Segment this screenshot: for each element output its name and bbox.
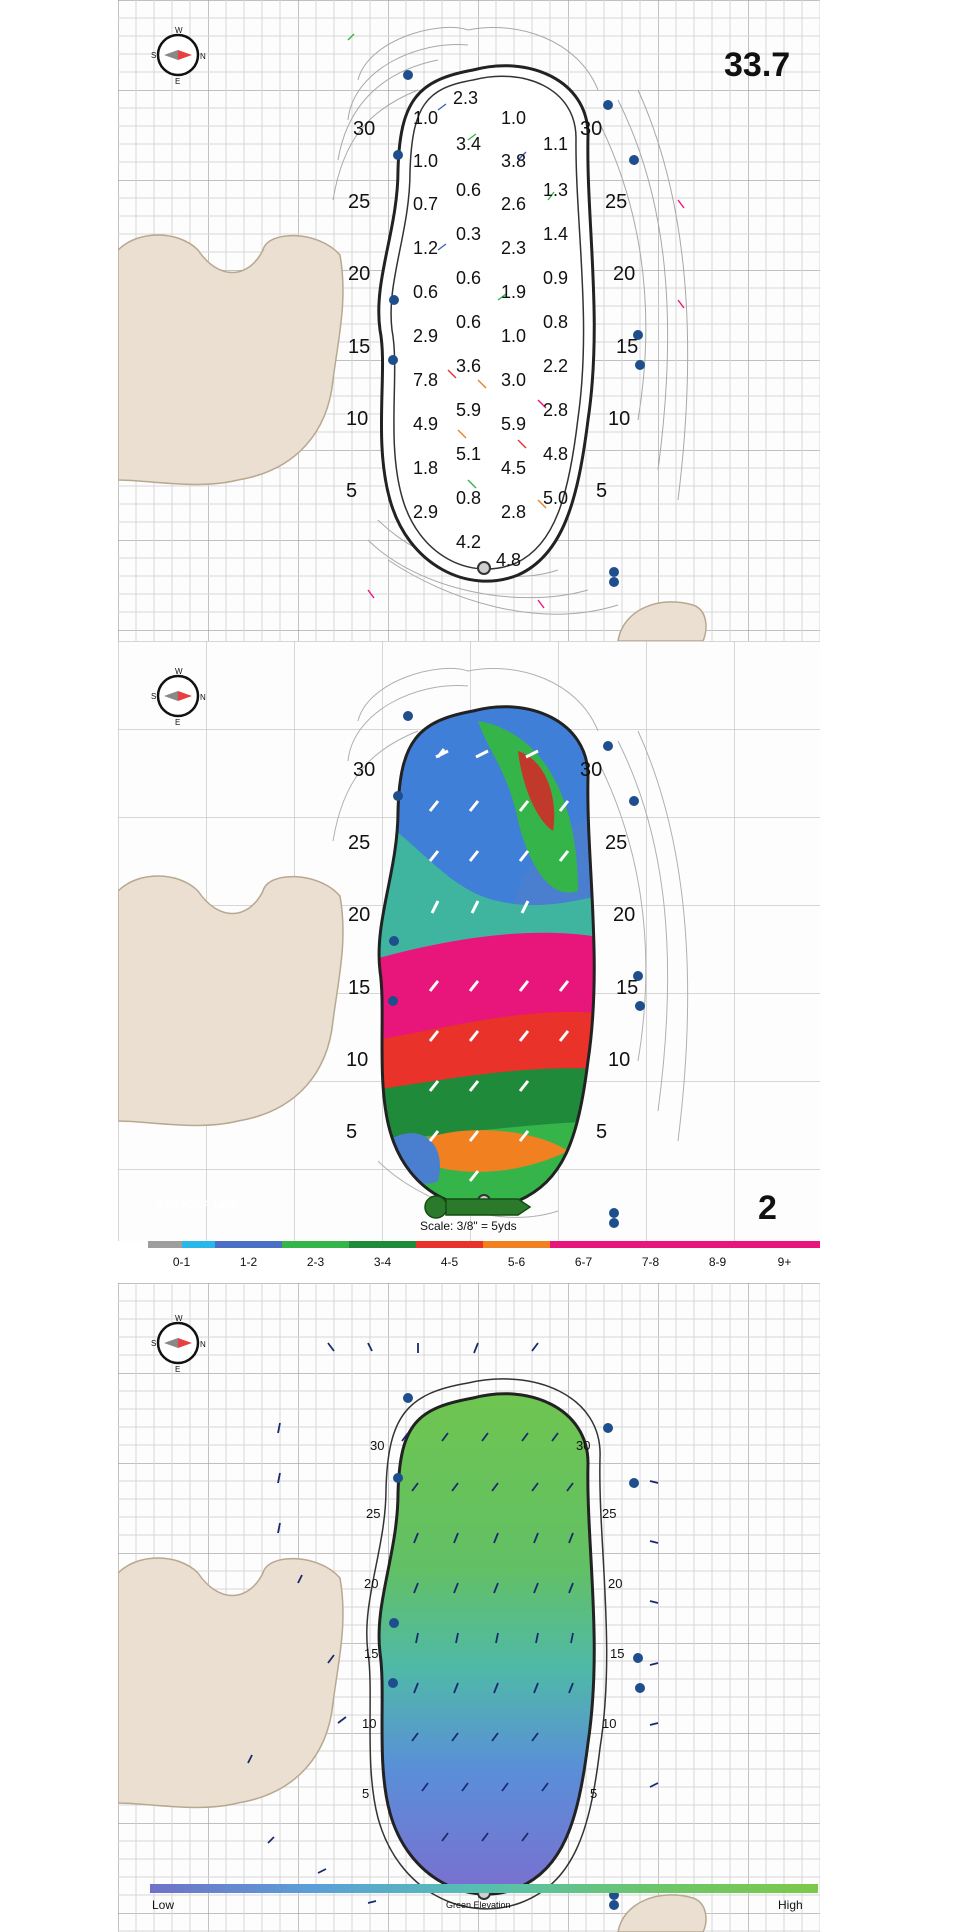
- legend-swatch-0-1: [148, 1241, 215, 1248]
- legend-label: 2-3: [306, 1255, 325, 1269]
- dist-label: 25: [366, 1506, 381, 1521]
- dist-label: 5: [590, 1786, 598, 1801]
- slope-value: 2.6: [501, 194, 527, 214]
- dist-label: 15: [364, 1646, 379, 1661]
- slope-value: 1.3: [543, 180, 569, 200]
- dist-label: 5: [596, 1121, 608, 1143]
- legend-label: 5-6: [507, 1255, 526, 1269]
- slope-value: 4.8: [543, 444, 569, 464]
- dist-label: 30: [353, 759, 376, 781]
- dist-label: 10: [608, 408, 631, 430]
- slope-value: 1.0: [501, 326, 527, 346]
- slope-value: 5.9: [501, 414, 527, 434]
- slope-value: 2.3: [501, 238, 527, 258]
- dist-label: 20: [613, 904, 636, 926]
- slope-value: 4.2: [456, 532, 482, 552]
- hole-number: 2: [758, 1189, 777, 1227]
- dist-label: 20: [613, 263, 636, 285]
- elevation-low-label: Low: [152, 1898, 175, 1912]
- slope-value: 2.3: [453, 88, 479, 108]
- slope-value: 2.9: [413, 326, 439, 346]
- slope-value: 1.4: [543, 224, 569, 244]
- legend-label: 6-7: [574, 1255, 593, 1269]
- slope-value: 0.6: [456, 268, 482, 288]
- legend-label: 0-1: [172, 1255, 191, 1269]
- slope-value: 0.8: [456, 488, 482, 508]
- slope-value: 2.8: [543, 400, 569, 420]
- slope-legend: [148, 1241, 824, 1277]
- legend-swatch-2-3: [282, 1241, 349, 1248]
- svg-text:E: E: [175, 1365, 181, 1374]
- slope-value: 3.4: [456, 134, 482, 154]
- slope-value: 1.9: [501, 282, 527, 302]
- dist-label: 20: [348, 904, 371, 926]
- dist-label: 30: [580, 118, 603, 140]
- slope-heatmap-map: [118, 641, 820, 1241]
- elevation-gradient-bar: [150, 1884, 818, 1893]
- legend-label: 1-2: [239, 1255, 258, 1269]
- slope-value: 4.5: [501, 458, 527, 478]
- dist-label: 20: [348, 263, 371, 285]
- slope-value: 4.8: [496, 550, 522, 570]
- dist-label: 20: [364, 1576, 379, 1591]
- elevation-center-label: Green Elevation: [446, 1900, 511, 1910]
- dist-label: 10: [362, 1716, 377, 1731]
- legend-label: 7-8: [641, 1255, 660, 1269]
- scale-label: Scale: 3/8" = 5yds: [420, 1219, 517, 1233]
- dist-label: 15: [616, 336, 639, 358]
- dist-label: 25: [605, 832, 628, 854]
- dist-label: 10: [602, 1716, 617, 1731]
- slope-value: 0.3: [456, 224, 482, 244]
- svg-text:E: E: [175, 77, 181, 86]
- slope-value: 1.0: [413, 108, 439, 128]
- slope-value: 0.7: [413, 194, 439, 214]
- green-elevation-fill: [379, 1394, 594, 1894]
- slope-value: 4.9: [413, 414, 439, 434]
- dist-label: 30: [370, 1438, 385, 1453]
- svg-text:N: N: [200, 52, 206, 61]
- dist-label: 5: [596, 480, 608, 502]
- slope-value: 0.9: [543, 268, 569, 288]
- dist-label: 20: [608, 1576, 623, 1591]
- dist-label: 15: [348, 977, 371, 999]
- svg-text:N: N: [200, 693, 206, 702]
- svg-text:S: S: [151, 1339, 157, 1348]
- dist-label: 5: [346, 480, 358, 502]
- dist-label: 25: [602, 1506, 617, 1521]
- slope-value: 5.0: [543, 488, 569, 508]
- slope-value: 5.9: [456, 400, 482, 420]
- slope-value: 1.1: [543, 134, 569, 154]
- svg-text:W: W: [175, 667, 183, 676]
- slope-percentage-panel: [118, 0, 820, 641]
- elevation-legend: [150, 1884, 818, 1924]
- dist-label: 15: [616, 977, 639, 999]
- svg-text:S: S: [151, 51, 157, 60]
- svg-text:S: S: [151, 692, 157, 701]
- slope-percentage-map: [118, 0, 820, 641]
- legend-swatch-1-2: [215, 1241, 282, 1248]
- pin-location: [478, 562, 490, 574]
- svg-text:N: N: [200, 1340, 206, 1349]
- dist-label: 25: [605, 191, 628, 213]
- legend-swatch-4-5: [416, 1241, 483, 1248]
- elevation-panel: [118, 1283, 820, 1932]
- slope-value: 1.0: [501, 108, 527, 128]
- slope-value: 0.6: [456, 312, 482, 332]
- slope-value: 2.8: [501, 502, 527, 522]
- legend-label: 3-4: [373, 1255, 392, 1269]
- dist-label: 10: [346, 1049, 369, 1071]
- dist-label: 5: [346, 1121, 358, 1143]
- legend-label: 4-5: [440, 1255, 459, 1269]
- slope-value: 0.6: [413, 282, 439, 302]
- slope-value: 7.8: [413, 370, 439, 390]
- dist-label: 25: [348, 191, 371, 213]
- dist-label: 10: [346, 408, 369, 430]
- elevation-map: [118, 1283, 820, 1932]
- legend-swatch-3-4: [349, 1241, 416, 1248]
- slope-value: 3.0: [501, 370, 527, 390]
- legend-swatch-6-plus: [550, 1241, 820, 1248]
- svg-text:W: W: [175, 1314, 183, 1323]
- dist-label: 30: [353, 118, 376, 140]
- svg-text:E: E: [175, 718, 181, 727]
- slope-value: 2.2: [543, 356, 569, 376]
- dist-label: 15: [610, 1646, 625, 1661]
- stracka-line-logo: [126, 1193, 236, 1221]
- slope-value: 0.8: [543, 312, 569, 332]
- slope-value: 2.9: [413, 502, 439, 522]
- elevation-high-label: High: [778, 1898, 803, 1912]
- green-depth-number: 33.7: [724, 46, 791, 84]
- dist-label: 25: [348, 832, 371, 854]
- dist-label: 10: [608, 1049, 631, 1071]
- dist-label: 15: [348, 336, 371, 358]
- dist-label: 5: [362, 1786, 370, 1801]
- slope-value: 3.6: [456, 356, 482, 376]
- slope-heatmap-panel: [118, 641, 820, 1241]
- legend-label: 8-9: [708, 1255, 727, 1269]
- slope-value: 1.0: [413, 151, 439, 171]
- slope-value: 1.2: [413, 238, 439, 258]
- dist-label: 30: [576, 1438, 591, 1453]
- svg-text:W: W: [175, 26, 183, 35]
- legend-swatch-5-6: [483, 1241, 550, 1248]
- logo-text: STRACKA LINE: [156, 1199, 238, 1211]
- slope-value: 1.8: [413, 458, 439, 478]
- legend-label: 9+: [777, 1255, 792, 1269]
- slope-value: 5.1: [456, 444, 482, 464]
- slope-value: 0.6: [456, 180, 482, 200]
- dist-label: 30: [580, 759, 603, 781]
- slope-value: 3.8: [501, 151, 527, 171]
